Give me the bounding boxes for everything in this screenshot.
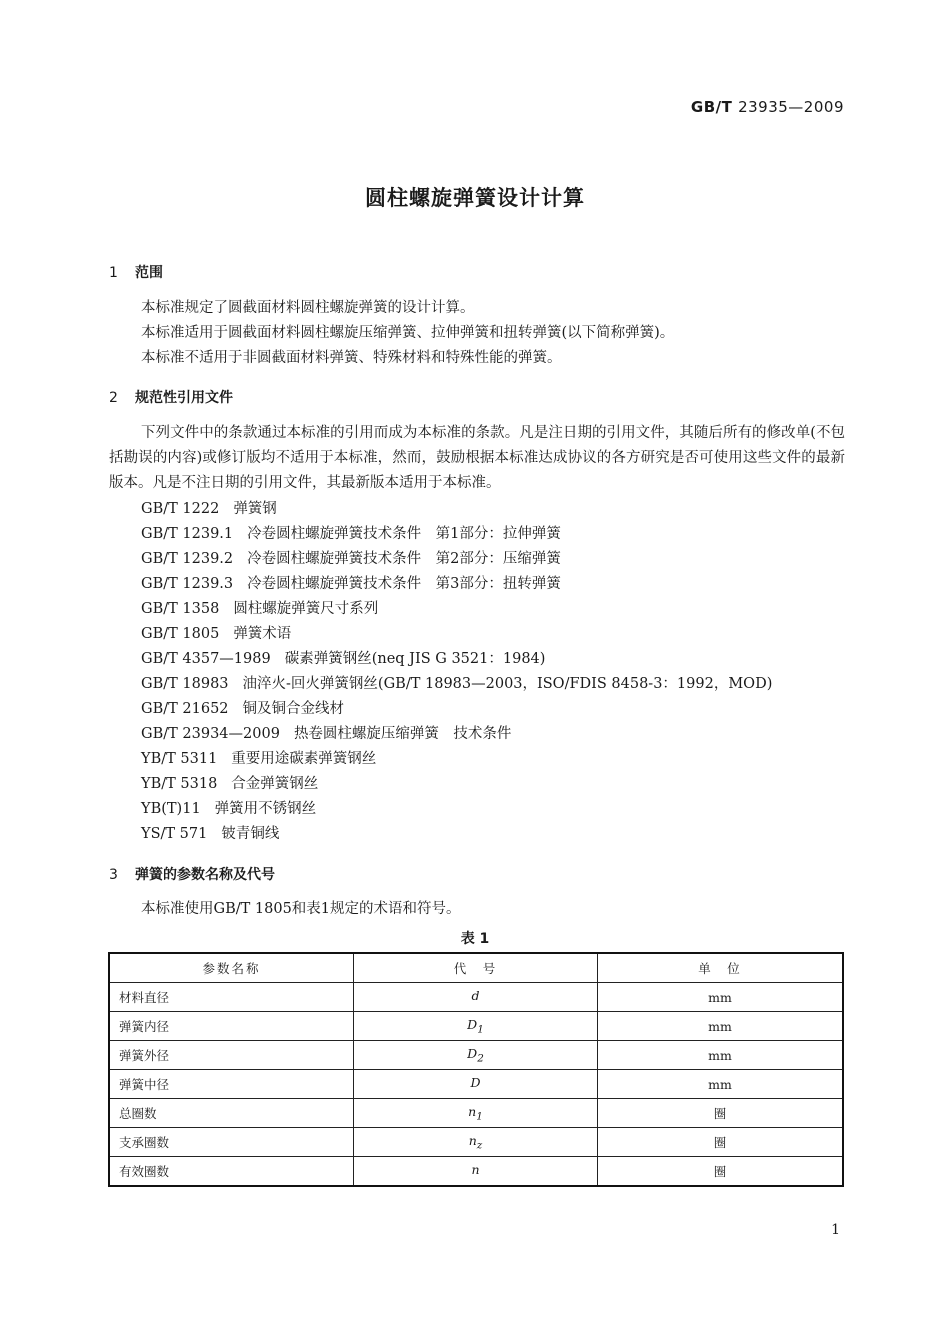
section-number: 3 bbox=[109, 867, 118, 883]
section-title: 弹簧的参数名称及代号 bbox=[135, 867, 275, 883]
reference-code: GB/T 18983 bbox=[141, 676, 229, 692]
param-name: 材料直径 bbox=[109, 983, 354, 1012]
reference-item bbox=[141, 572, 561, 593]
table-header-row bbox=[109, 953, 843, 983]
reference-name: 弹簧术语 bbox=[233, 626, 292, 642]
reference-code: GB/T 1222 bbox=[141, 501, 220, 517]
references-intro: 下列文件中的条款通过本标准的引用而成为本标准的条款。凡是注日期的引用文件，其随后所有的修改单(不包括勘误的内容)或修订版均不适用于本标准，然而，鼓励根据本标准达成协议的各方研究是否可使用这些文件的最新版本。凡是不注日期的引用文件，其最新版本适用于本标准。 bbox=[109, 425, 845, 491]
table-row bbox=[109, 1157, 843, 1187]
param-unit: 圈 bbox=[598, 1128, 844, 1157]
reference-name: 合金弹簧钢丝 bbox=[231, 776, 319, 792]
param-unit: mm bbox=[598, 1041, 844, 1070]
reference-item bbox=[141, 797, 316, 818]
table-row bbox=[109, 1099, 843, 1128]
reference-code: GB/T 1239.2 bbox=[141, 551, 234, 567]
section-number: 1 bbox=[109, 265, 118, 281]
reference-code: YS/T 571 bbox=[141, 826, 208, 842]
param-name: 支承圈数 bbox=[109, 1128, 354, 1157]
reference-item bbox=[141, 747, 376, 768]
table-row bbox=[109, 983, 843, 1012]
page-number: 1 bbox=[831, 1222, 840, 1238]
param-symbol: $n_z$ bbox=[354, 1128, 598, 1157]
parameter-table bbox=[108, 952, 844, 1187]
document-title: 圆柱螺旋弹簧设计计算 bbox=[365, 186, 585, 210]
reference-code: GB/T 4357—1989 bbox=[141, 651, 271, 667]
param-symbol: n bbox=[354, 1157, 598, 1187]
section-3-paragraph: 本标准使用GB/T 1805和表1规定的术语和符号。 bbox=[141, 901, 461, 917]
param-name: 有效圈数 bbox=[109, 1157, 354, 1187]
reference-name: 冷卷圆柱螺旋弹簧技术条件 第3部分：扭转弹簧 bbox=[247, 576, 561, 592]
param-name: 弹簧内径 bbox=[109, 1012, 354, 1041]
param-name: 弹簧外径 bbox=[109, 1041, 354, 1070]
reference-name: 油淬火-回火弹簧钢丝(GB/T 18983—2003，ISO/FDIS 8458-3：1992，MOD) bbox=[242, 676, 773, 692]
standard-number: 23935—2009 bbox=[738, 98, 844, 116]
reference-item bbox=[141, 672, 772, 693]
reference-code: YB/T 5318 bbox=[141, 776, 218, 792]
section-1-heading bbox=[109, 262, 163, 282]
reference-item bbox=[141, 772, 318, 793]
reference-code: GB/T 21652 bbox=[141, 701, 229, 717]
param-symbol: $n_1$ bbox=[354, 1099, 598, 1128]
reference-code: GB/T 1358 bbox=[141, 601, 220, 617]
table-row bbox=[109, 1012, 843, 1041]
scope-paragraph-2: 本标准适用于圆截面材料圆柱螺旋压缩弹簧、拉伸弹簧和扭转弹簧(以下简称弹簧)。 bbox=[141, 325, 675, 341]
reference-name: 冷卷圆柱螺旋弹簧技术条件 第1部分：拉伸弹簧 bbox=[247, 526, 561, 542]
reference-item bbox=[141, 622, 291, 643]
column-header: 参数名称 bbox=[109, 953, 354, 983]
column-header: 单 位 bbox=[598, 953, 844, 983]
reference-item bbox=[141, 822, 279, 843]
reference-name: 冷卷圆柱螺旋弹簧技术条件 第2部分：压缩弹簧 bbox=[247, 551, 561, 567]
reference-code: GB/T 1239.1 bbox=[141, 526, 234, 542]
param-symbol: $D_2$ bbox=[354, 1041, 598, 1070]
column-header: 代 号 bbox=[354, 953, 598, 983]
reference-item bbox=[141, 522, 561, 543]
standard-prefix: GB/T bbox=[690, 98, 733, 116]
param-unit: mm bbox=[598, 1012, 844, 1041]
reference-name: 热卷圆柱螺旋压缩弹簧 技术条件 bbox=[293, 726, 512, 742]
reference-item bbox=[141, 547, 561, 568]
section-3-heading bbox=[109, 864, 275, 884]
reference-name: 弹簧钢 bbox=[233, 501, 277, 517]
reference-item bbox=[141, 722, 511, 743]
reference-name: 碳素弹簧钢丝(neq JIS G 3521：1984) bbox=[284, 651, 546, 667]
param-unit: mm bbox=[598, 1070, 844, 1099]
param-symbol: d bbox=[354, 983, 598, 1012]
section-title: 规范性引用文件 bbox=[135, 390, 233, 406]
reference-name: 铍青铜线 bbox=[221, 826, 280, 842]
param-name: 总圈数 bbox=[109, 1099, 354, 1128]
table-caption: 表 1 bbox=[460, 931, 490, 947]
param-symbol: D bbox=[354, 1070, 598, 1099]
reference-code: YB/T 5311 bbox=[141, 751, 218, 767]
section-number: 2 bbox=[109, 390, 118, 406]
reference-item bbox=[141, 697, 344, 718]
reference-code: YB(T)11 bbox=[141, 801, 201, 817]
table-row bbox=[109, 1041, 843, 1070]
section-title: 范围 bbox=[135, 265, 163, 281]
reference-name: 弹簧用不锈钢丝 bbox=[214, 801, 317, 817]
param-unit: 圈 bbox=[598, 1099, 844, 1128]
standard-code bbox=[691, 98, 844, 116]
param-name: 弹簧中径 bbox=[109, 1070, 354, 1099]
reference-name: 圆柱螺旋弹簧尺寸系列 bbox=[233, 601, 379, 617]
table-row bbox=[109, 1128, 843, 1157]
param-unit: 圈 bbox=[598, 1157, 844, 1187]
reference-name: 铜及铜合金线材 bbox=[242, 701, 345, 717]
reference-code: GB/T 23934—2009 bbox=[141, 726, 280, 742]
reference-item bbox=[141, 597, 378, 618]
reference-item bbox=[141, 497, 277, 518]
scope-paragraph-1: 本标准规定了圆截面材料圆柱螺旋弹簧的设计计算。 bbox=[141, 300, 475, 316]
param-symbol: $D_1$ bbox=[354, 1012, 598, 1041]
reference-name: 重要用途碳素弹簧钢丝 bbox=[231, 751, 377, 767]
reference-item bbox=[141, 647, 545, 668]
table-row bbox=[109, 1070, 843, 1099]
reference-code: GB/T 1805 bbox=[141, 626, 220, 642]
reference-code: GB/T 1239.3 bbox=[141, 576, 234, 592]
section-2-heading bbox=[109, 387, 233, 407]
param-unit: mm bbox=[598, 983, 844, 1012]
scope-paragraph-3: 本标准不适用于非圆截面材料弹簧、特殊材料和特殊性能的弹簧。 bbox=[141, 350, 562, 366]
